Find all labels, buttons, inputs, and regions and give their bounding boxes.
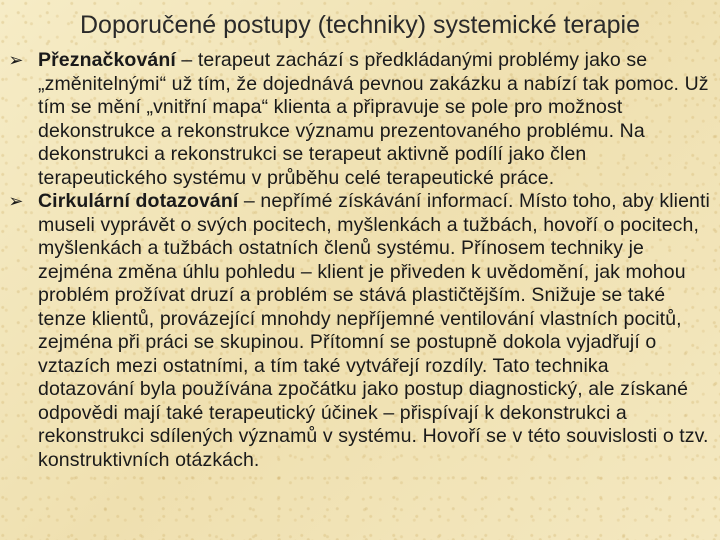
arrow-bullet-icon: ➢ — [8, 50, 24, 70]
bullet-item-circular-questioning — [0, 190, 720, 472]
bullet-text: – nepřímé získávání informací. Místo toho, aby klienti museli vyprávět o svých pocitech, myšlenkách a tužbách, hovoří o pocitech, myšlenkách a tužbách ostatních členů systému. Přínosem techniky je zejména změna úhlu pohledu – klient je přiveden k uvědomění, jak mohou problém prožívat druzí a problém se stává plastičtějším. Snižuje se také tenze klientů, provázející mnohdy nepříjemné ventilování vlastních pocitů, zejména při práci se skupinou. Přítomní se postupně dokola vyjadřují o vztazích mezi ostatními, a tím také vytvářejí rozdíly. Tato technika dotazování byla používána zpočátku jako postup diagnostický, ale získané odpovědi mají také terapeutický účinek – přispívají k dekonstrukci a rekonstrukci sdílených významů v systému. Hovoří se v této souvislosti o tzv. konstruktivních otázkách. — [38, 190, 710, 471]
arrow-bullet-icon: ➢ — [8, 191, 24, 211]
bullet-term: Cirkulární dotazování — [38, 190, 239, 212]
bullet-list — [0, 49, 720, 472]
slide-title: Doporučené postupy (techniky) systemické terapie — [80, 11, 640, 39]
bullet-item-reframing — [0, 49, 720, 190]
bullet-text: – terapeut zachází s předkládanými problémy jako se „změnitelnými“ už tím, že dojednává pevnou zakázku a nabízí tak pomoc. Už tím se mění „vnitřní mapa“ klienta a připravuje se pole pro možnost dekonstrukce a rekonstrukce významu prezentovaného problému. Na dekonstrukci a rekonstrukci se terapeut aktivně podílí jako člen terapeutického systému v průběhu celé terapeutické práce. — [38, 49, 709, 189]
bullet-term: Přeznačkování — [38, 49, 176, 71]
